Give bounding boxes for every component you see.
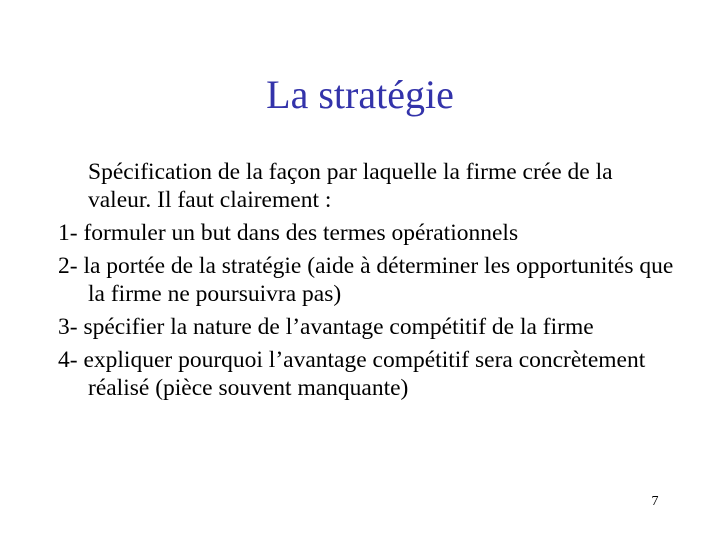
- list-item-4: 4- expliquer pourquoi l’avantage compétitif sera concrètement réalisé (pièce souvent manquante): [58, 347, 646, 401]
- list-item-2: 2- la portée de la stratégie (aide à déterminer les opportunités que la firme ne poursuivra pas): [58, 253, 674, 307]
- page-number: 7: [651, 494, 659, 509]
- list-item-3: 3- spécifier la nature de l’avantage compétitif de la firme: [58, 314, 594, 340]
- slide-body: [58, 158, 678, 407]
- intro-paragraph: Spécification de la façon par laquelle la firme crée de la valeur. Il faut clairement :: [88, 159, 613, 213]
- list-item-1: 1- formuler un but dans des termes opérationnels: [58, 220, 519, 246]
- slide-title: La stratégie: [266, 72, 454, 117]
